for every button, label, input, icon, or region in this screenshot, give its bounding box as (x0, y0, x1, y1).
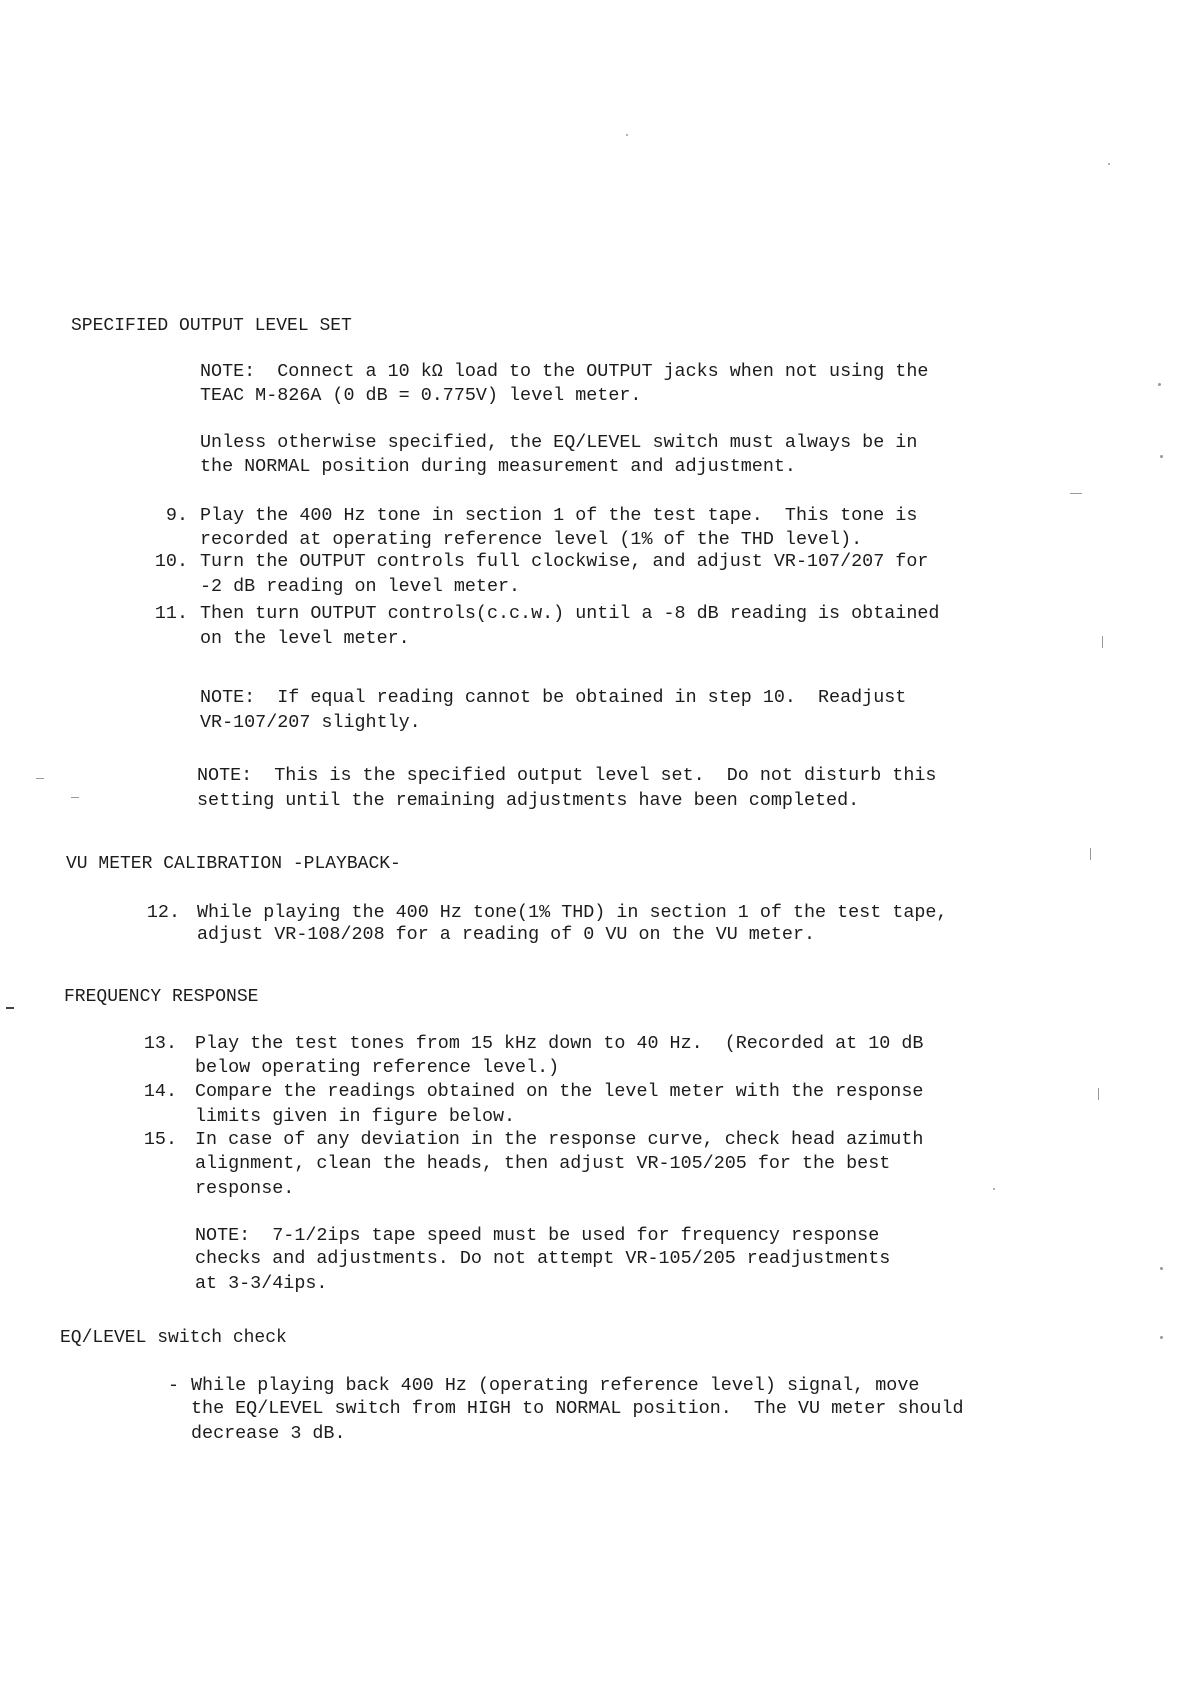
step-line: Turn the OUTPUT controls full clockwise, and adjust VR-107/207 for (200, 551, 929, 572)
scan-speck (1160, 1267, 1163, 1270)
step-line: Compare the readings obtained on the level meter with the response (195, 1081, 924, 1102)
step-line: limits given in figure below. (195, 1106, 516, 1127)
step-line: response. (195, 1178, 295, 1199)
step-number: 9. (165, 505, 188, 526)
scan-speck (1090, 848, 1091, 860)
note-line: checks and adjustments. Do not attempt VR-105/205 readjustments (195, 1248, 891, 1269)
scan-speck (993, 1188, 995, 1190)
bullet-line: the EQ/LEVEL switch from HIGH to NORMAL position. The VU meter should (191, 1398, 964, 1419)
step-number: 10. (154, 551, 188, 572)
note-line: NOTE: 7-1/2ips tape speed must be used for frequency response (195, 1225, 880, 1246)
step-line: Then turn OUTPUT controls(c.c.w.) until a -8 dB reading is obtained (200, 603, 940, 624)
step-line: adjust VR-108/208 for a reading of 0 VU on the VU meter. (197, 924, 816, 945)
scan-speck (36, 778, 44, 779)
step-number: 11. (154, 603, 188, 624)
step-number: 15. (143, 1129, 177, 1150)
scan-speck (1158, 383, 1161, 386)
step-line: While playing the 400 Hz tone(1% THD) in section 1 of the test tape, (197, 902, 948, 923)
scan-speck (626, 134, 628, 136)
step-line: below operating reference level.) (195, 1057, 560, 1078)
step-line: recorded at operating reference level (1% of the THD level). (200, 529, 863, 550)
step-number: 14. (143, 1081, 177, 1102)
scan-speck (1160, 455, 1163, 458)
step-line: -2 dB reading on level meter. (200, 576, 521, 597)
step-line: Play the test tones from 15 kHz down to 40 Hz. (Recorded at 10 dB (195, 1033, 924, 1054)
section-heading-vu-meter: VU METER CALIBRATION -PLAYBACK- (66, 854, 401, 874)
scan-speck (71, 797, 79, 798)
note-line: setting until the remaining adjustments have been completed. (197, 790, 860, 811)
scan-speck (1102, 636, 1103, 648)
note-line: VR-107/207 slightly. (200, 712, 421, 733)
step-line: on the level meter. (200, 628, 410, 649)
note-line: Unless otherwise specified, the EQ/LEVEL switch must always be in (200, 432, 918, 453)
scan-speck (6, 1007, 14, 1009)
note-line: at 3-3/4ips. (195, 1273, 328, 1294)
bullet-line: decrease 3 dB. (191, 1423, 346, 1444)
note-line: NOTE: Connect a 10 kΩ load to the OUTPUT jacks when not using the (200, 361, 929, 382)
section-heading-specified-output: SPECIFIED OUTPUT LEVEL SET (71, 316, 352, 336)
note-line: TEAC M-826A (0 dB = 0.775V) level meter. (200, 385, 642, 406)
bullet-line: While playing back 400 Hz (operating reference level) signal, move (191, 1375, 920, 1396)
step-number: 12. (146, 902, 180, 923)
scan-speck (1160, 1336, 1163, 1339)
section-heading-eq-level: EQ/LEVEL switch check (60, 1328, 287, 1348)
scan-speck (1098, 1088, 1099, 1100)
scan-speck (1070, 493, 1082, 494)
scan-speck (1108, 163, 1110, 165)
section-heading-frequency-response: FREQUENCY RESPONSE (64, 987, 259, 1007)
step-line: In case of any deviation in the response curve, check head azimuth (195, 1129, 924, 1150)
step-line: alignment, clean the heads, then adjust VR-105/205 for the best (195, 1153, 891, 1174)
step-line: Play the 400 Hz tone in section 1 of the test tape. This tone is (200, 505, 918, 526)
bullet-dash: - (168, 1375, 180, 1396)
note-line: NOTE: If equal reading cannot be obtained in step 10. Readjust (200, 687, 907, 708)
note-line: the NORMAL position during measurement and adjustment. (200, 456, 796, 477)
note-line: NOTE: This is the specified output level set. Do not disturb this (197, 765, 937, 786)
step-number: 13. (143, 1033, 177, 1054)
